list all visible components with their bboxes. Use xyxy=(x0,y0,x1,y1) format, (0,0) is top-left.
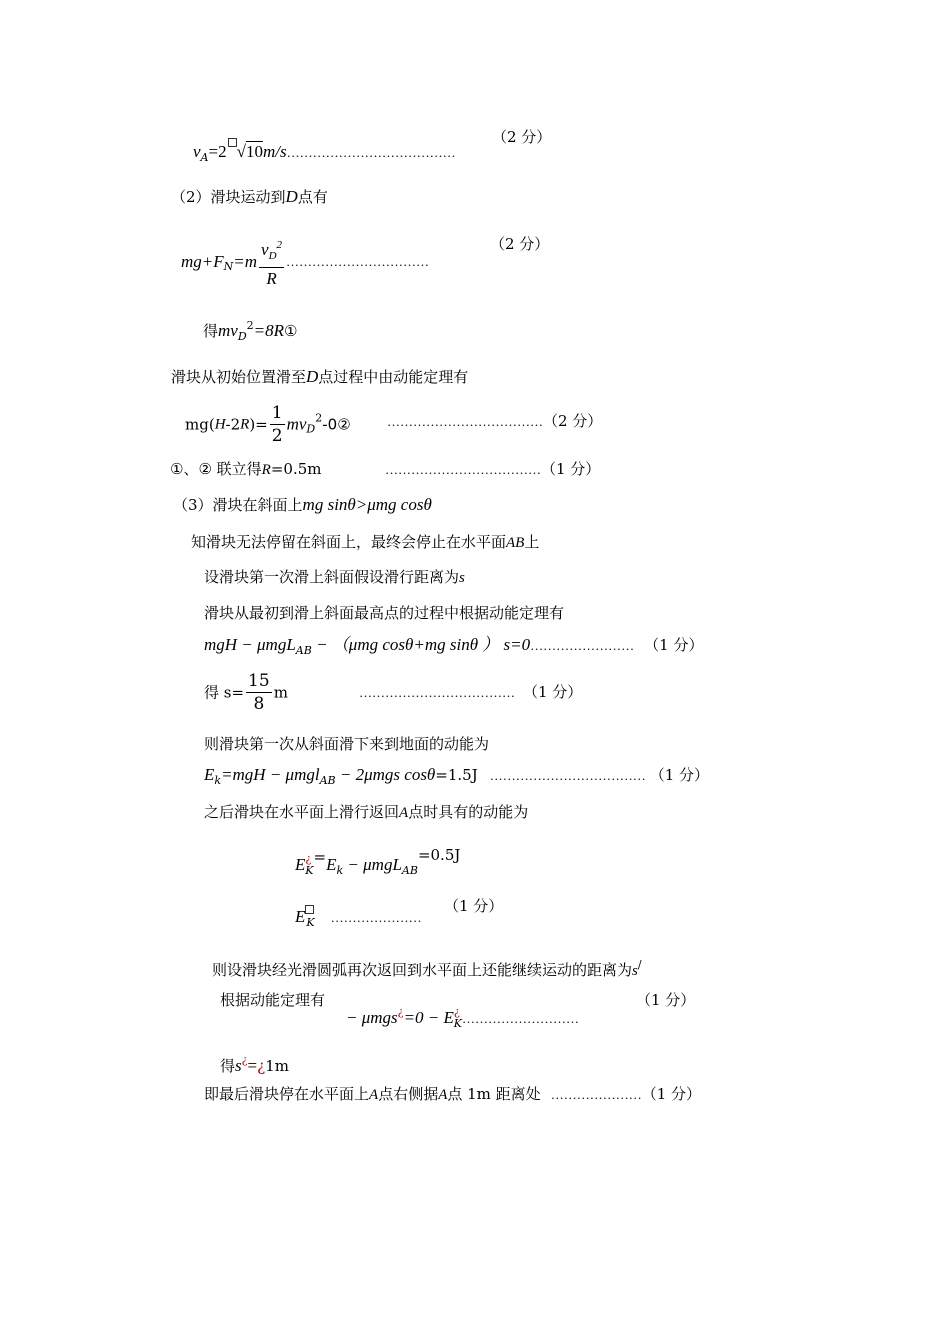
assume-line: 设滑块第一次滑上斜面假设滑行距离为s xyxy=(204,568,465,586)
theorem-equation: − $\mu mgs^¿=0 - E^¿_K\dots\dots\dots\dots\dots\dots\dots\dots\dots$ xyxy=(346,1005,580,1030)
missing-glyph-box xyxy=(228,138,237,147)
s-result-score: ……………………………… （1 分） xyxy=(359,683,583,701)
combine-score: ………………………………（1 分） xyxy=(385,460,601,478)
fraction-half: $\frac{1}{2}$ xyxy=(271,403,283,446)
equation-2: mg(H-2R)= $\frac{1}{2}$ $mv_D^2-0②$ xyxy=(185,403,351,446)
know-line: 知滑块无法停留在斜面上，最终会停止在水平面AB上 xyxy=(191,533,540,551)
score-theorem: （1 分） xyxy=(636,991,696,1009)
process-line: 滑块从最初到滑上斜面最高点的过程中根据动能定理有 xyxy=(204,604,565,622)
newton-equation: $mg+F_N=m$ $\frac{v_D^2}{R}$ …………………………… xyxy=(181,234,429,290)
fraction: $\frac{v_D^2}{R}$ xyxy=(259,234,284,290)
equation-2-score: ………………………………（2 分） xyxy=(387,412,603,430)
part3-heading: （3）滑块在斜面上mg sinθ>μmg cosθ xyxy=(173,495,432,514)
missing-glyph-box xyxy=(305,905,314,914)
va-equation: $v_A=2$ √10m/s………………………………… xyxy=(193,138,456,168)
ek-intro: 则滑块第一次从斜面滑下来到地面的动能为 xyxy=(204,735,490,753)
ek-prime-equation: $E^¿_K=E_k - \mu mgL_{AB}=0.5J$ xyxy=(295,846,461,877)
energy-intro: 滑块从初始位置滑至D点过程中由动能定理有 xyxy=(171,367,469,386)
combine-result: ①、② 联立得R=0.5m xyxy=(170,460,322,478)
score-newton: （2 分） xyxy=(490,235,550,253)
part2-heading: （2）滑块运动到D点有 xyxy=(171,187,328,206)
score-ek3: （1 分） xyxy=(444,897,504,915)
ek-equation: $E_k=mgH - \mu mgl_{AB} - 2\mu mgs$ cosθ=1.5J ……………………………… （1 分） xyxy=(204,765,710,787)
ek-placeholder-line: $E_K$ ………………… xyxy=(295,907,422,929)
s-result: 得 s= $\frac{15}{8}$ m xyxy=(204,671,288,714)
arc-intro: 则设滑块经光滑圆弧再次返回到水平面上还能继续运动的距离为s/ xyxy=(212,958,642,979)
return-intro: 之后滑块在水平面上滑行返回A点时具有的动能为 xyxy=(204,803,529,821)
slope-equation: mgH − μmgL$_{AB}$ − （μmg cosθ+mg sinθ ） s=0…………………… （1 分） xyxy=(204,635,704,657)
final-line: 即最后滑块停在水平面上A点右侧据A点 1m 距离处 …………………（1 分） xyxy=(204,1085,701,1103)
equation-1: 得$mv_D^2=8R①$ xyxy=(203,319,298,343)
fraction-15-8: $\frac{15}{8}$ xyxy=(248,671,270,714)
score-va: （2 分） xyxy=(492,128,552,146)
s-prime-result: 得s¿=¿1m xyxy=(220,1053,289,1075)
theorem-label: 根据动能定理有 xyxy=(220,991,326,1009)
sqrt-symbol: √ xyxy=(236,142,246,161)
